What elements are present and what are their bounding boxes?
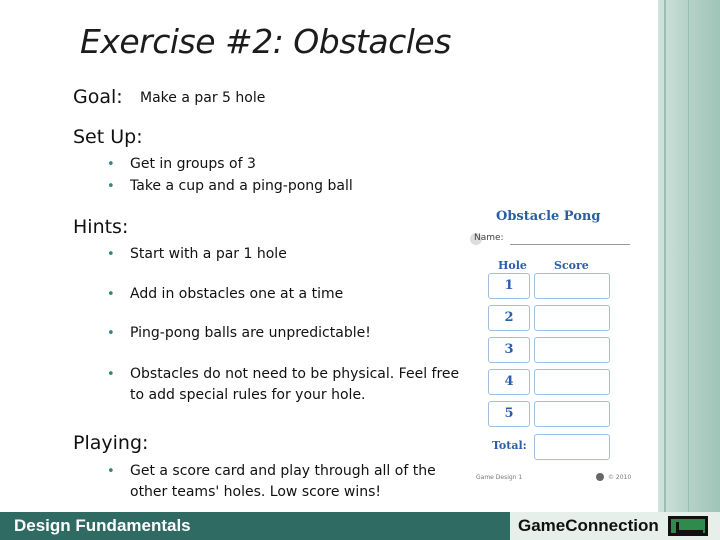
hole-header: Hole	[498, 259, 527, 272]
hole-number: 5	[488, 401, 530, 427]
setup-item-text: Take a cup and a ping-pong ball	[130, 178, 353, 194]
name-label: Name:	[474, 233, 504, 243]
score-box	[534, 369, 610, 395]
bullet-icon: •	[107, 287, 115, 302]
goal-text: Make a par 5 hole	[140, 90, 266, 106]
goal-label: Goal:	[73, 86, 123, 108]
hint-item-text: Obstacles do not need to be physical. Feel free to add special rules for your hole.	[130, 366, 460, 403]
hole-number: 2	[488, 305, 530, 331]
total-label: Total:	[492, 439, 527, 452]
page-title: Exercise #2: Obstacles	[80, 22, 451, 61]
setup-heading: Set Up:	[73, 126, 143, 148]
hole-number: 4	[488, 369, 530, 395]
bullet-icon: •	[107, 464, 115, 479]
setup-item-text: Get in groups of 3	[130, 156, 256, 172]
logo-icon	[596, 473, 604, 481]
score-box	[534, 337, 610, 363]
hint-item-text: Start with a par 1 hole	[130, 246, 287, 262]
hole-number: 3	[488, 337, 530, 363]
total-box	[534, 434, 610, 460]
score-card-image	[466, 203, 636, 488]
bullet-icon: •	[107, 247, 115, 262]
brand-logo-icon	[668, 516, 708, 536]
bullet-icon: •	[107, 326, 115, 341]
card-footer-right: © 2010	[608, 474, 632, 481]
card-footer-left: Game Design 1	[476, 474, 523, 481]
footer-bar	[0, 512, 720, 540]
hole-number: 1	[488, 273, 530, 299]
footer-brand: GameConnection	[518, 516, 659, 535]
hints-heading: Hints:	[73, 216, 129, 238]
bullet-icon: •	[107, 367, 115, 382]
score-box	[534, 401, 610, 427]
score-header: Score	[554, 259, 589, 272]
score-box	[534, 305, 610, 331]
hint-item-text: Ping-pong balls are unpredictable!	[130, 325, 371, 341]
score-box	[534, 273, 610, 299]
background-decoration	[658, 0, 720, 540]
name-line	[510, 244, 630, 245]
hint-item-text: Add in obstacles one at a time	[130, 286, 344, 302]
bullet-icon: •	[107, 179, 115, 194]
footer-course-title: Design Fundamentals	[14, 516, 191, 535]
playing-heading: Playing:	[73, 432, 149, 454]
score-card-title: Obstacle Pong	[496, 209, 601, 224]
playing-item-text: Get a score card and play through all of the other teams' holes. Low score wins!	[130, 463, 436, 500]
bullet-icon: •	[107, 157, 115, 172]
